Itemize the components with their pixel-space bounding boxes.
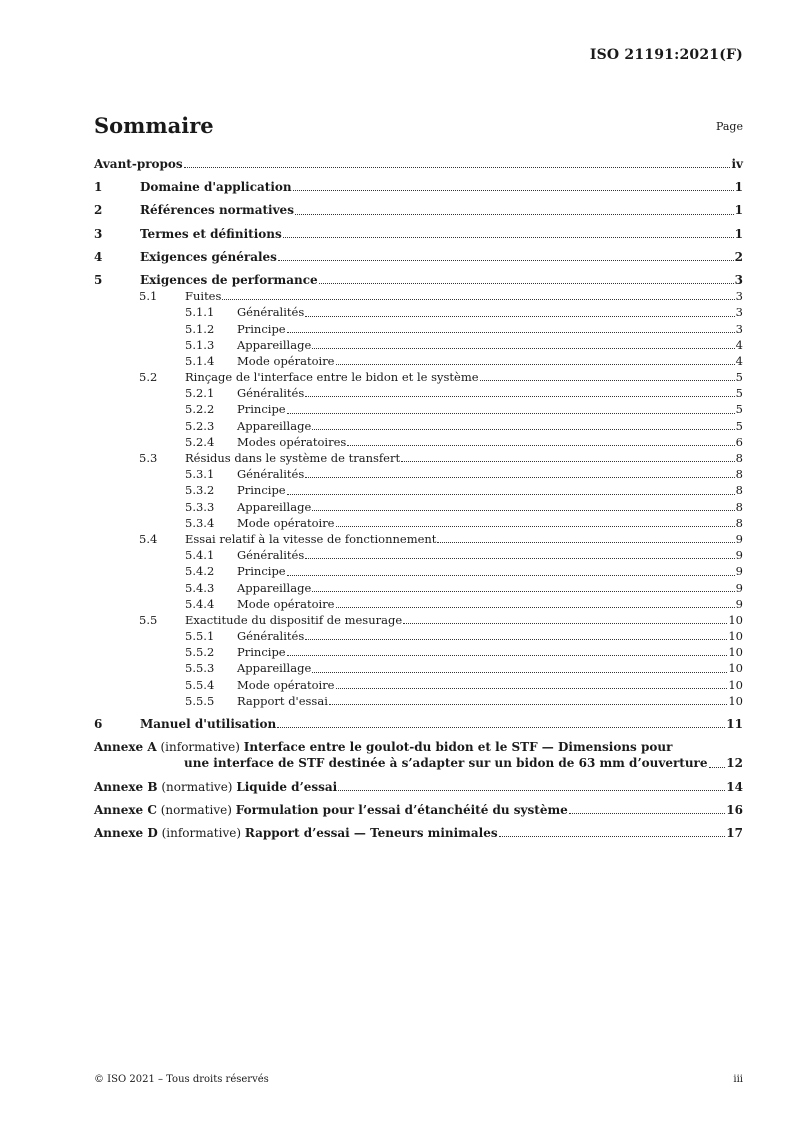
- toc-entry-3[interactable]: [94, 226, 743, 242]
- leader-dots: [569, 812, 725, 814]
- toc-entry-5-3-2[interactable]: [94, 482, 743, 498]
- annex-kind: (normative): [161, 779, 233, 794]
- leader-dots: [278, 259, 734, 261]
- toc-entry-5-2-2[interactable]: [94, 401, 743, 417]
- toc-label: Appareillage: [237, 418, 312, 433]
- annex-prefix: Annexe D: [94, 825, 158, 840]
- toc-number: 5.1.3: [185, 337, 215, 352]
- toc-page: 10: [728, 677, 743, 692]
- leader-dots: [329, 703, 727, 705]
- annex-title-line2: une interface de STF destinée à s’adapter sur un bidon de 63 mm d’ouverture: [184, 756, 708, 771]
- toc-page: 9: [735, 596, 743, 611]
- annex-kind: (normative): [160, 802, 232, 817]
- toc-entry-5[interactable]: [94, 272, 743, 288]
- toc-label: Principe: [237, 321, 286, 336]
- toc-page: 1: [734, 226, 743, 241]
- toc-label: Généralités: [237, 548, 305, 563]
- toc-number: 5.3.4: [185, 515, 215, 530]
- toc-page: 9: [735, 580, 743, 595]
- leader-dots: [287, 654, 728, 656]
- toc-entry-annex-b[interactable]: [94, 779, 743, 795]
- leader-dots: [312, 509, 734, 511]
- toc-label: Rapport d'essai: [237, 693, 328, 708]
- toc-label: Appareillage: [237, 499, 312, 514]
- toc-label: Exigences de performance: [140, 272, 318, 287]
- toc-number: 5.3.1: [185, 467, 215, 482]
- toc-entry-5-1-3[interactable]: [94, 337, 743, 353]
- toc-entry-annex-d[interactable]: [94, 825, 743, 841]
- toc-entry-5-4-2[interactable]: [94, 563, 743, 579]
- leader-dots: [305, 395, 734, 397]
- toc-entry-annex-c[interactable]: [94, 802, 743, 818]
- leader-dots: [319, 282, 734, 284]
- toc-entry-annex-a[interactable]: [94, 739, 743, 771]
- leader-dots: [312, 428, 734, 430]
- toc-page: iv: [731, 157, 743, 171]
- leader-dots: [287, 412, 735, 414]
- toc-page: 4: [735, 353, 743, 368]
- toc-page: 3: [734, 272, 743, 287]
- toc-entry-4[interactable]: [94, 249, 743, 265]
- toc-number: 5.1.2: [185, 321, 215, 336]
- toc-page: 5: [735, 418, 743, 433]
- toc-label: Principe: [237, 645, 286, 660]
- annex-title: Liquide d’essai: [236, 779, 338, 794]
- annex-title-line1: Interface entre le goulot-du bidon et le STF — Dimensions pour: [243, 740, 673, 755]
- toc-entry-5-3[interactable]: [94, 450, 743, 466]
- toc-label: Généralités: [237, 386, 305, 401]
- toc-number: 5.5: [139, 612, 158, 627]
- toc-page: 3: [735, 321, 743, 336]
- toc-entry-5-5-3[interactable]: [94, 660, 743, 676]
- toc-entry-5-5-5[interactable]: [94, 693, 743, 709]
- toc-label: Essai relatif à la vitesse de fonctionnement: [185, 531, 437, 546]
- toc-label: Principe: [237, 564, 286, 579]
- toc-page: 10: [728, 661, 743, 676]
- toc-page: 1: [734, 203, 743, 218]
- toc-page: 9: [735, 548, 743, 563]
- toc-number: 5.4: [139, 531, 158, 546]
- toc-number: 5.5.4: [185, 677, 215, 692]
- toc-number: 1: [94, 180, 103, 195]
- toc-entry-5-2[interactable]: [94, 369, 743, 385]
- toc-page: 8: [735, 467, 743, 482]
- toc-label: Généralités: [237, 467, 305, 482]
- toc-page: 10: [728, 645, 743, 660]
- annex-title: Rapport d’essai — Teneurs minimales: [244, 825, 498, 840]
- annex-kind: (informative): [160, 740, 240, 755]
- toc-label: Appareillage: [237, 337, 312, 352]
- toc-page: 17: [726, 825, 743, 840]
- toc-entry-5-1-4[interactable]: [94, 353, 743, 369]
- toc-page: 8: [735, 499, 743, 514]
- toc-page: 6: [735, 434, 743, 449]
- toc-page: 8: [735, 483, 743, 498]
- leader-dots: [305, 315, 734, 317]
- toc-label: Mode opératoire: [237, 677, 335, 692]
- toc-entry-5-5-4[interactable]: [94, 677, 743, 693]
- toc-number: 5.4.1: [185, 548, 215, 563]
- leader-dots: [709, 766, 726, 768]
- leader-dots: [312, 590, 734, 592]
- toc-entry-5-1-1[interactable]: [94, 304, 743, 320]
- toc-number: 5.5.3: [185, 661, 215, 676]
- toc-label: Exactitude du dispositif de mesurage: [185, 612, 403, 627]
- toc-number: 5.2.4: [185, 434, 215, 449]
- annex-prefix: Annexe A: [94, 740, 157, 755]
- leader-dots: [401, 460, 735, 462]
- leader-dots: [287, 574, 735, 576]
- toc-label: Appareillage: [237, 580, 312, 595]
- toc-number: 6: [94, 717, 103, 731]
- toc-page: 5: [735, 386, 743, 401]
- toc-label: Fuites: [185, 289, 222, 304]
- toc-number: 2: [94, 203, 103, 218]
- toc-page: 10: [728, 693, 743, 708]
- toc-page: 9: [735, 564, 743, 579]
- document-id: ISO 21191:2021(F): [589, 47, 743, 63]
- leader-dots: [305, 638, 727, 640]
- toc-label: Termes et définitions: [140, 226, 282, 241]
- toc-number: 5.4.2: [185, 564, 215, 579]
- toc-number: 5.1.1: [185, 305, 215, 320]
- leader-dots: [287, 331, 735, 333]
- table-of-contents: [94, 156, 743, 841]
- toc-label: Généralités: [237, 305, 305, 320]
- toc-entry-5-3-3[interactable]: [94, 499, 743, 515]
- toc-label: Mode opératoire: [237, 515, 335, 530]
- annex-title: Formulation pour l’essai d’étanchéité du système: [235, 802, 568, 817]
- footer-page-number: iii: [733, 1074, 743, 1085]
- toc-entry-5-5-2[interactable]: [94, 644, 743, 660]
- leader-dots: [293, 189, 734, 191]
- toc-number: 5.2.3: [185, 418, 215, 433]
- toc-number: 3: [94, 226, 103, 241]
- toc-page: 16: [726, 802, 743, 817]
- toc-entry-5-5[interactable]: [94, 612, 743, 628]
- toc-label: Manuel d'utilisation: [140, 717, 277, 731]
- toc-number: 5.5.2: [185, 645, 215, 660]
- leader-dots: [336, 606, 735, 608]
- toc-number: 5.2.2: [185, 402, 215, 417]
- toc-entry-5-4[interactable]: [94, 531, 743, 547]
- toc-entry-5-3-4[interactable]: [94, 515, 743, 531]
- toc-page: 8: [735, 515, 743, 530]
- toc-page: 11: [726, 717, 743, 731]
- toc-number: 5.2.1: [185, 386, 215, 401]
- leader-dots: [312, 671, 727, 673]
- toc-number: 4: [94, 249, 103, 264]
- footer-copyright: © ISO 2021 – Tous droits réservés: [94, 1074, 269, 1085]
- leader-dots: [403, 622, 727, 624]
- toc-label: Principe: [237, 483, 286, 498]
- toc-entry-5-5-1[interactable]: [94, 628, 743, 644]
- toc-page: 8: [735, 451, 743, 465]
- toc-number: 5.3.3: [185, 499, 215, 514]
- annex-prefix: Annexe C: [94, 802, 157, 817]
- toc-label: Généralités: [237, 629, 305, 644]
- page-column-label: Page: [715, 120, 743, 133]
- toc-page: 5: [735, 370, 743, 385]
- toc-entry-5-4-4[interactable]: [94, 596, 743, 612]
- toc-page: 3: [735, 289, 743, 304]
- toc-entry-5-1[interactable]: [94, 288, 743, 304]
- toc-page: 10: [728, 629, 743, 644]
- toc-number: 5.3.2: [185, 483, 215, 498]
- toc-number: 5.1: [139, 289, 158, 304]
- toc-entry-5-1-2[interactable]: [94, 321, 743, 337]
- toc-entry-5-3-1[interactable]: [94, 466, 743, 482]
- toc-entry-5-4-1[interactable]: [94, 547, 743, 563]
- toc-label: Modes opératoires: [237, 434, 347, 449]
- leader-dots: [480, 379, 735, 381]
- annex-prefix: Annexe B: [94, 779, 158, 794]
- toc-page: 14: [726, 779, 743, 794]
- toc-label: Appareillage: [237, 661, 312, 676]
- leader-dots: [184, 166, 731, 168]
- toc-entry-2[interactable]: [94, 202, 743, 218]
- toc-label: Références normatives: [140, 203, 294, 218]
- toc-number: 5: [94, 272, 103, 287]
- toc-entry-foreword[interactable]: [94, 156, 743, 172]
- leader-dots: [336, 363, 735, 365]
- toc-page: 3: [735, 305, 743, 320]
- toc-number: 5.5.5: [185, 693, 215, 708]
- annex-kind: (informative): [161, 825, 242, 840]
- toc-page: 2: [734, 249, 743, 264]
- toc-label: Rinçage de l'interface entre le bidon et le système: [185, 370, 479, 385]
- toc-number: 5.5.1: [185, 629, 215, 644]
- leader-dots: [336, 525, 735, 527]
- toc-label: Domaine d'application: [140, 180, 292, 195]
- leader-dots: [287, 493, 735, 495]
- toc-page: 12: [726, 756, 743, 771]
- leader-dots: [305, 557, 734, 559]
- leader-dots: [437, 541, 734, 543]
- leader-dots: [277, 726, 725, 728]
- toc-page: 10: [728, 612, 743, 627]
- toc-number: 5.3: [139, 451, 158, 465]
- toc-number: 5.4.3: [185, 580, 215, 595]
- toc-number: 5.4.4: [185, 596, 215, 611]
- leader-dots: [305, 476, 734, 478]
- toc-page: 1: [734, 180, 743, 195]
- page-title: Sommaire: [94, 113, 214, 138]
- leader-dots: [283, 236, 734, 238]
- toc-number: 5.2: [139, 370, 158, 385]
- toc-page: 4: [735, 337, 743, 352]
- toc-entry-5-4-3[interactable]: [94, 580, 743, 596]
- toc-label: Résidus dans le système de transfert: [185, 451, 401, 465]
- toc-label: Principe: [237, 402, 286, 417]
- toc-label: Avant-propos: [94, 157, 183, 171]
- toc-number: 5.1.4: [185, 353, 215, 368]
- leader-dots: [338, 789, 725, 791]
- leader-dots: [499, 835, 726, 837]
- leader-dots: [347, 444, 734, 446]
- toc-entry-5-2-1[interactable]: [94, 385, 743, 401]
- leader-dots: [336, 687, 728, 689]
- toc-label: Mode opératoire: [237, 353, 335, 368]
- toc-entry-5-2-4[interactable]: [94, 434, 743, 450]
- toc-page: 9: [735, 531, 743, 546]
- leader-dots: [312, 347, 734, 349]
- toc-entry-6[interactable]: [94, 716, 743, 732]
- toc-entry-1[interactable]: [94, 179, 743, 195]
- toc-entry-5-2-3[interactable]: [94, 418, 743, 434]
- leader-dots: [295, 213, 734, 215]
- toc-page: 5: [735, 402, 743, 417]
- toc-label: Exigences générales: [140, 249, 277, 264]
- toc-label: Mode opératoire: [237, 596, 335, 611]
- leader-dots: [222, 298, 734, 300]
